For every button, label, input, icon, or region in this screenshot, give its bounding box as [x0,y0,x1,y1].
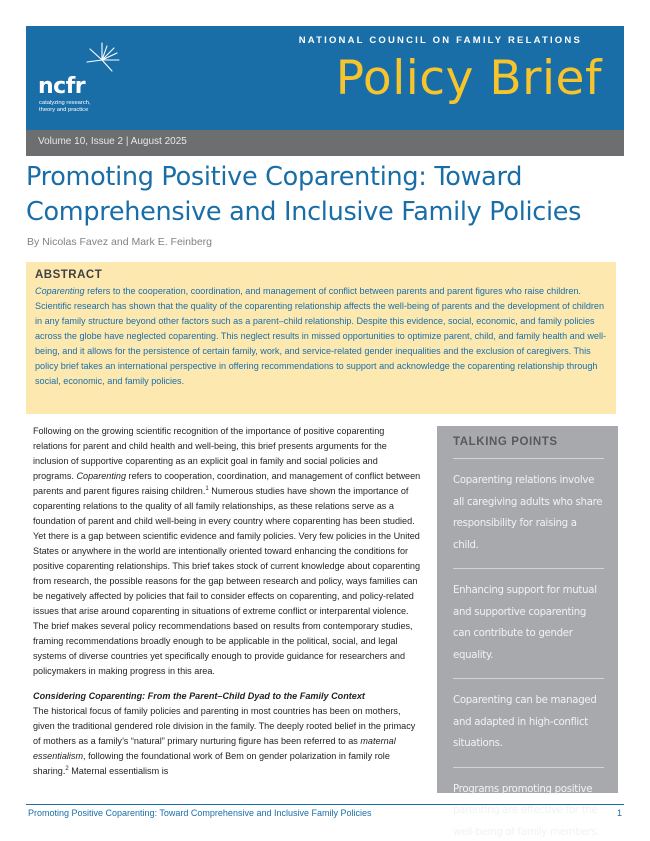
ncfr-logo [38,40,148,126]
footer-running-title: Promoting Positive Coparenting: Toward Comprehensive and Inclusive Family Policies [28,808,372,818]
abstract-lead-term: Coparenting [35,286,85,296]
talking-point: Enhancing support for mutual and supportive coparenting can contribute to gender equality. [453,568,604,678]
talking-points-sidebar [437,426,618,838]
talking-points-heading: TALKING POINTS [453,436,558,448]
footer-divider [26,804,624,805]
title-line-2: Comprehensive and Inclusive Family Policies [26,197,582,227]
talking-point: Coparenting can be managed and adapted in high-conflict situations. [453,678,604,767]
logo-tagline: catalyzing research, theory and practice [39,100,91,113]
article-title [26,160,626,230]
issue-line: Volume 10, Issue 2 | August 2025 [38,136,187,147]
main-body [33,424,421,779]
banner-gray-band [26,130,624,156]
header-banner [26,26,624,156]
logo-wordmark: ncfr [38,74,86,99]
abstract-text: Coparenting refers to the cooperation, coordination, and management of conflict between parents and parent figures who raise children. Scientific research has shown that the quality of the coparenting relationship affects the well-being of parents and the development of children in any family structure beyond other factors such as a parent–child relationship. Despite this evidence, social, economic, and family policies across the globe have neglected coparenting. This neglect results in missed opportunities to optimize parent, child, and family health and well-being, and it allows for the persistence of certain family, work, and service-related gender inequalities and the exclusion of caregivers. This policy brief takes an international perspective in offering recommendations to support and acknowledge the coparenting relationship through social, economic, and family policies. [35,286,607,386]
paragraph-intro: Following on the growing scientific recognition of the importance of positive coparenting relations for parent and child health and well-being, this brief presents arguments for the inclusion of supportive coparenting as an explicit goal in family and social policies and programs. Coparenting refers to cooperation, coordination, and management of conflict between parents and parent figures raising children.$^1$ Numerous studies have shown the importance of coparenting relations to the quality of all family relationships, as these relations serve as a foundation of parent and child well-being in every country where coparenting has been studied. Yet there is a gap between scientific evidence and family policies. Very few policies in the United States or anywhere in the world are intentionally oriented toward enhancing the conditions for positive coparenting relationships. This brief takes stock of current knowledge about coparenting from research, the possible reasons for the gap between research and policy, ways families can be negatively affected by policies that fail to consider effects on coparenting, and policy-related issues that arise around coparenting in situations of extreme conflict or interparental violence. The brief makes several policy recommendations based on results from contemporary studies, framing recommendations broadly enough to be applicable in the political, social, and legal systems of diverse countries yet specifically enough to provide guidance for researchers and policymakers in making progress in this area. [33,426,421,676]
footnote-ref[interactable]: 1 [205,486,209,492]
talking-point: Programs promoting positive parenting are effective for the well-being of family members. [453,767,604,841]
starburst-icon [82,40,122,80]
title-line-1: Promoting Positive Coparenting: Toward [26,162,523,192]
footnote-ref[interactable]: 2 [65,766,69,772]
section-subheading: Considering Coparenting: From the Parent–Child Dyad to the Family Context [33,691,365,701]
abstract-box [26,262,616,414]
abstract-heading: ABSTRACT [35,269,103,281]
paragraph-history: The historical focus of family policies and parenting in most countries has been on mothers, given the traditional gendered role division in the family. The deeply rooted belief in the primacy of mothers as a family’s “natural” primary nurturing figure has been referred to as maternal essentialism, following the foundational work of Bem on gender polarization in family role sharing.$^2$ Maternal essentialism is [33,706,416,776]
byline: By Nicolas Favez and Mark E. Feinberg [27,236,212,248]
series-title: Policy Brief [335,51,602,106]
organization-name: NATIONAL COUNCIL ON FAMILY RELATIONS [298,35,582,46]
talking-point: Coparenting relations involve all caregiving adults who share responsibility for raising a child. [453,458,604,568]
page-number: 1 [616,808,622,818]
